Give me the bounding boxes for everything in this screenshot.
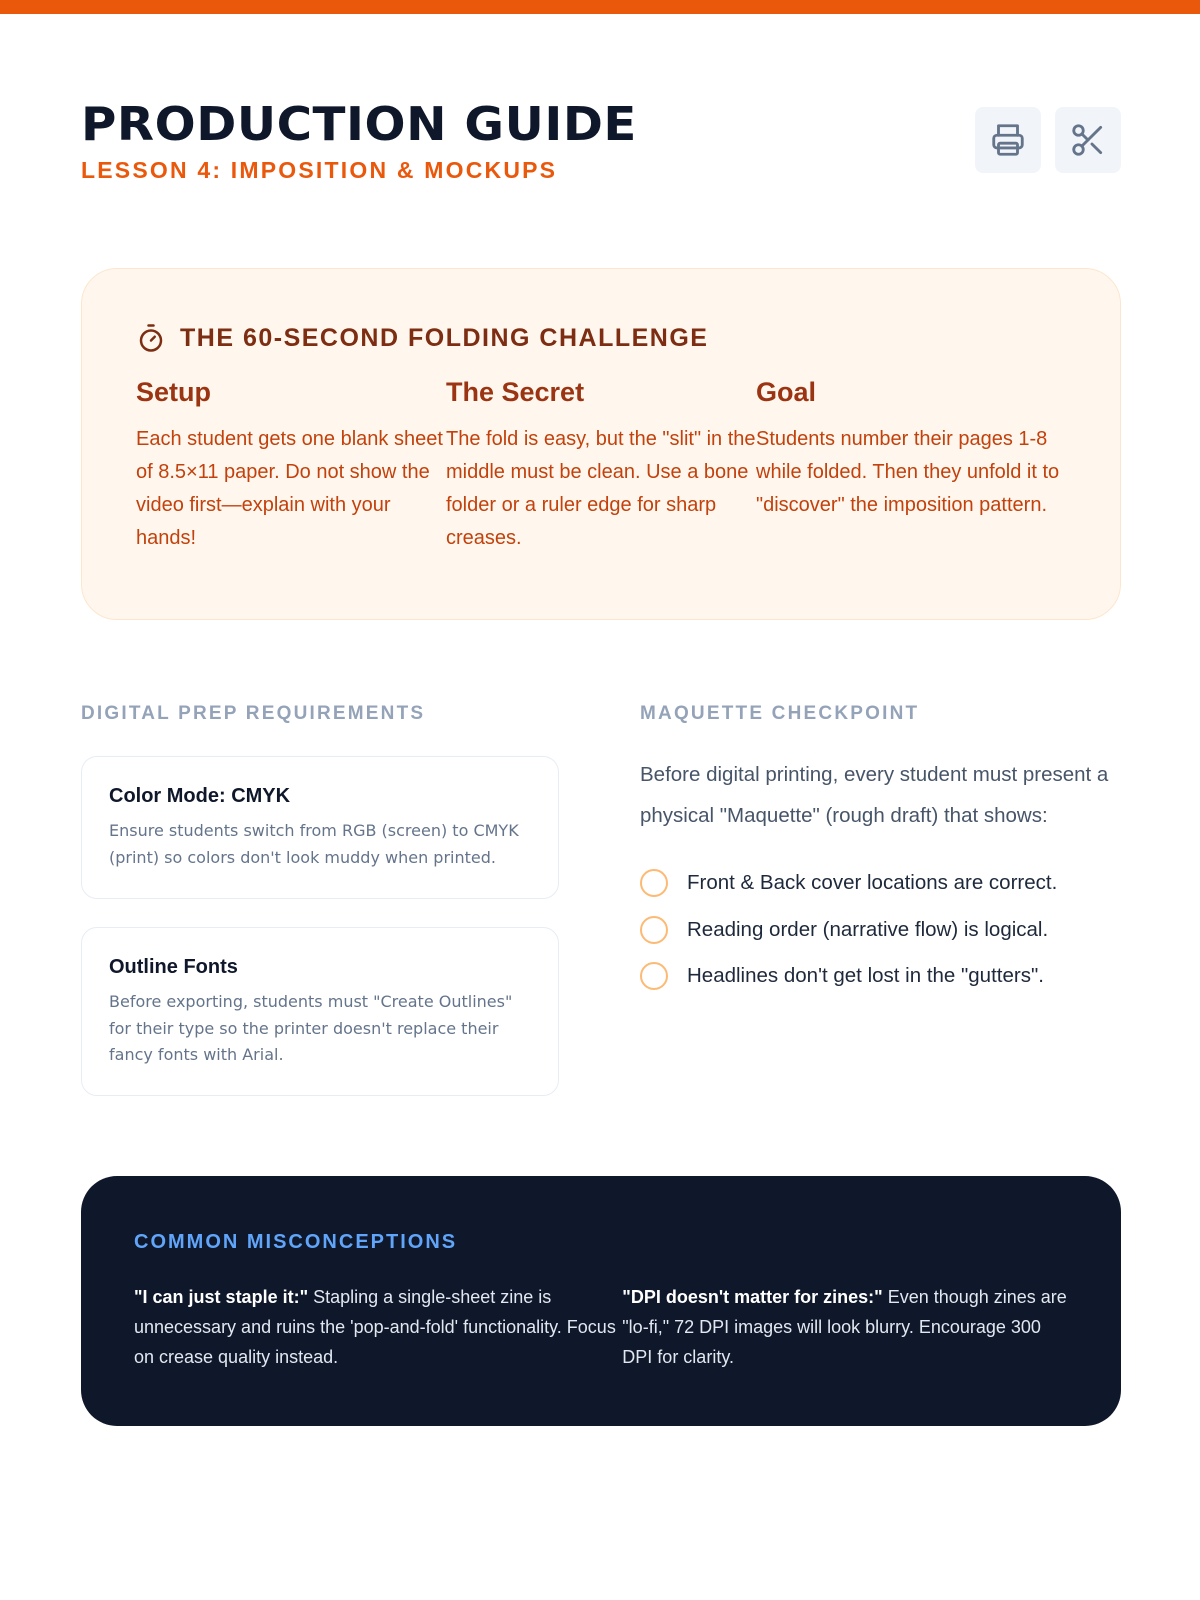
column-text: Students number their pages 1-8 while folded. Then they unfold it to "discover" the imposition pattern. bbox=[756, 428, 1060, 516]
column-heading: Setup bbox=[136, 377, 212, 407]
page-title: PRODUCTION GUIDE bbox=[81, 97, 637, 151]
column-heading: Goal bbox=[756, 377, 817, 407]
section-label: DIGITAL PREP REQUIREMENTS bbox=[81, 703, 426, 724]
misconceptions-title: COMMON MISCONCEPTIONS bbox=[134, 1231, 458, 1253]
section-label: MAQUETTE CHECKPOINT bbox=[640, 703, 920, 724]
card-text: Ensure students switch from RGB (screen) to CMYK (print) so colors don't look muddy when printed. bbox=[109, 821, 519, 867]
page-header bbox=[81, 98, 1121, 198]
misconception-text: Even though zines are "lo-fi," 72 DPI images will look blurry. Encourage 300 DPI for clarity. bbox=[622, 1287, 1067, 1367]
column-heading: The Secret bbox=[446, 377, 585, 407]
challenge-header bbox=[136, 321, 1066, 355]
requirement-card bbox=[81, 756, 559, 899]
toolbar bbox=[975, 107, 1121, 173]
scissors-icon bbox=[1069, 121, 1107, 159]
maquette-intro: Before digital printing, every student must present a physical "Maquette" (rough draft) that shows: bbox=[640, 763, 1109, 827]
printer-icon bbox=[989, 121, 1027, 159]
requirement-card bbox=[81, 927, 559, 1096]
cut-button[interactable] bbox=[1055, 107, 1121, 173]
checklist-item bbox=[640, 860, 1130, 907]
print-button[interactable] bbox=[975, 107, 1041, 173]
misconceptions-panel bbox=[81, 1176, 1121, 1426]
check-circle[interactable] bbox=[640, 916, 668, 944]
challenge-columns bbox=[136, 375, 1066, 555]
card-title: Outline Fonts bbox=[109, 956, 238, 978]
checklist-item-label: Front & Back cover locations are correct. bbox=[687, 871, 1058, 895]
misconception-item bbox=[134, 1282, 622, 1372]
card-text: Before exporting, students must "Create Outlines" for their type so the printer doesn't replace their fancy fonts with Arial. bbox=[109, 992, 513, 1064]
column-text: The fold is easy, but the "slit" in the middle must be clean. Use a bone folder or a ruler edge for sharp creases. bbox=[446, 428, 756, 549]
checklist-item-label: Headlines don't get lost in the "gutters". bbox=[687, 964, 1044, 988]
checklist-item-label: Reading order (narrative flow) is logical. bbox=[687, 917, 1049, 941]
digital-prep-section bbox=[81, 702, 559, 1096]
challenge-title: THE 60-SECOND FOLDING CHALLENGE bbox=[180, 323, 709, 352]
check-circle[interactable] bbox=[640, 962, 668, 990]
folding-challenge-panel bbox=[81, 268, 1121, 620]
challenge-column-secret bbox=[446, 375, 756, 555]
maquette-checkpoint-section bbox=[640, 702, 1130, 1000]
challenge-column-setup bbox=[136, 375, 446, 555]
misconception-item bbox=[622, 1282, 1068, 1372]
stopwatch-icon bbox=[136, 323, 166, 353]
checklist-item bbox=[640, 907, 1130, 954]
card-title: Color Mode: CMYK bbox=[109, 785, 291, 807]
misconception-lead: "DPI doesn't matter for zines:" bbox=[622, 1287, 883, 1307]
misconception-lead: "I can just staple it:" bbox=[134, 1287, 309, 1307]
challenge-column-goal bbox=[756, 375, 1066, 555]
page-subtitle: LESSON 4: IMPOSITION & MOCKUPS bbox=[81, 157, 558, 183]
check-circle[interactable] bbox=[640, 869, 668, 897]
column-text: Each student gets one blank sheet of 8.5×11 paper. Do not show the video first—explain with your hands! bbox=[136, 428, 443, 549]
misconceptions-columns bbox=[134, 1282, 1068, 1372]
misconception-text: Stapling a single-sheet zine is unnecessary and ruins the 'pop-and-fold' functionality. Focus on crease quality instead. bbox=[134, 1287, 616, 1367]
checklist bbox=[640, 860, 1130, 1000]
checklist-item bbox=[640, 953, 1130, 1000]
top-accent-bar bbox=[0, 0, 1200, 14]
